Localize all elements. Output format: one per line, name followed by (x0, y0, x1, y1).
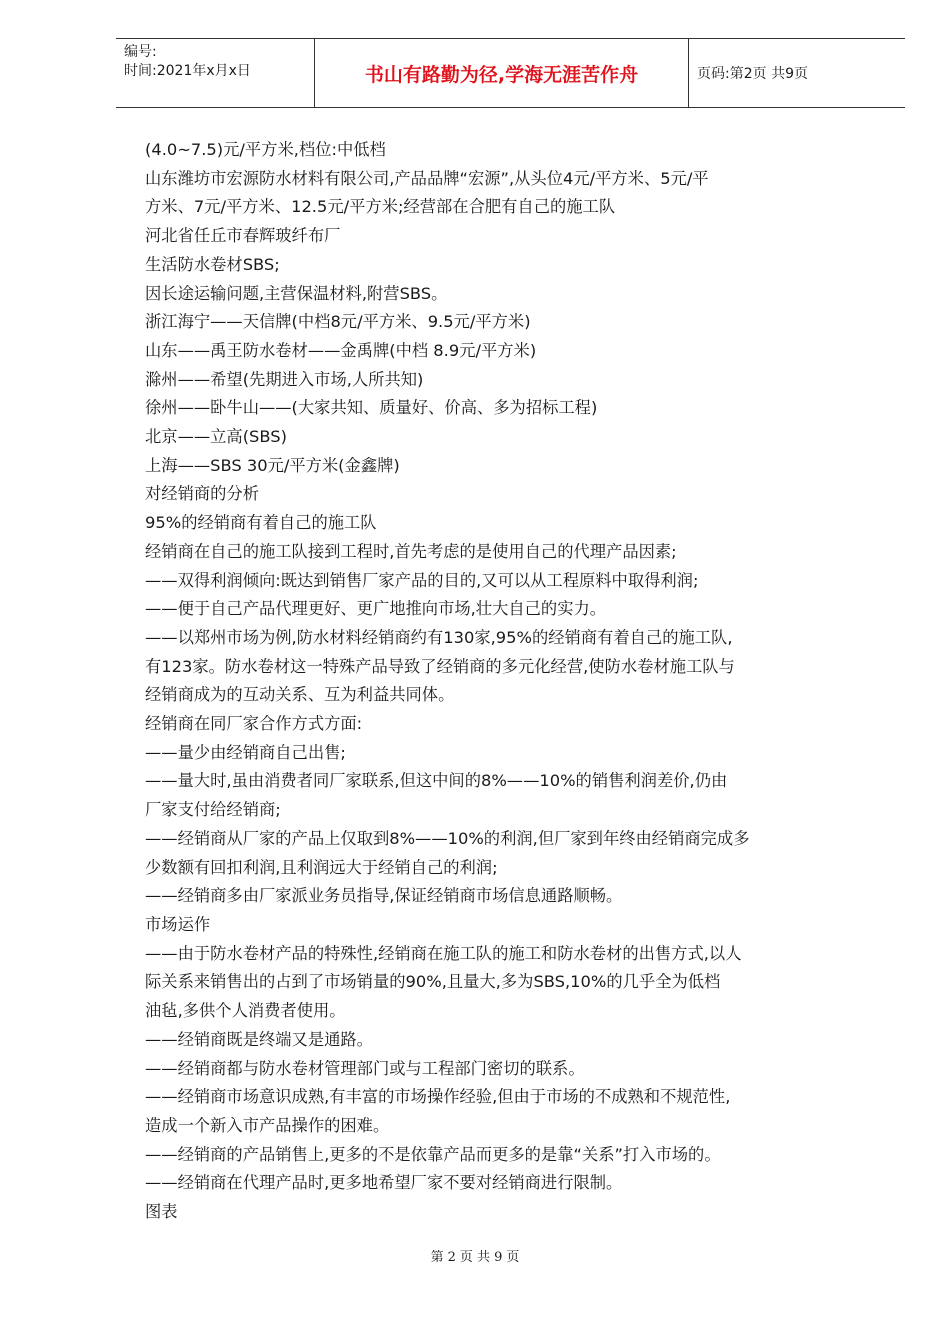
body-line: 经销商在自己的施工队接到工程时,首先考虑的是使用自己的代理产品因素; (145, 541, 677, 561)
footer-total-pages: 9 (494, 1250, 503, 1265)
header-motto: 书山有路勤为径,学海无涯苦作舟 (315, 39, 689, 107)
body-line: 方米、7元/平方米、12.5元/平方米;经营部在合肥有自己的施工队 (145, 197, 616, 217)
body-line: 市场运作 (145, 914, 211, 934)
body-line: 有123家。防水卷材这一特殊产品导致了经销商的多元化经营,使防水卷材施工队与 (145, 656, 735, 676)
body-line: 山东潍坊市宏源防水材料有限公司,产品品牌“宏源”,从头位4元/平方米、5元/平 (145, 168, 709, 188)
body-line: ——由于防水卷材产品的特殊性,经销商在施工队的施工和防水卷材的出售方式,以人 (145, 943, 742, 963)
body-line: 图表 (145, 1202, 178, 1222)
time-label: 时间:2021年x月x日 (124, 63, 251, 79)
body-line: ——经销商多由厂家派业务员指导,保证经销商市场信息通路顺畅。 (145, 886, 623, 906)
body-line: ——双得利润倾向:既达到销售厂家产品的目的,又可以从工程原料中取得利润; (145, 570, 699, 590)
body-line: ——便于自己产品代理更好、更广地推向市场,壮大自己的实力。 (145, 599, 607, 619)
body-line: ——以郑州市场为例,防水材料经销商约有130家,95%的经销商有着自己的施工队, (145, 627, 733, 647)
body-line: ——经销商既是终端又是通路。 (145, 1029, 373, 1049)
body-line: 95%的经销商有着自己的施工队 (145, 513, 377, 533)
body-line: ——经销商在代理产品时,更多地希望厂家不要对经销商进行限制。 (145, 1173, 623, 1193)
body-line: 浙江海宁——天信牌(中档8元/平方米、9.5元/平方米) (145, 312, 531, 332)
body-line: 经销商在同厂家合作方式方面: (145, 714, 363, 734)
body-line: ——量大时,虽由消费者同厂家联系,但这中间的8%——10%的销售利润差价,仍由 (145, 771, 728, 791)
body-line: ——经销商从厂家的产品上仅取到8%——10%的利润,但厂家到年终由经销商完成多 (145, 828, 750, 848)
page-header (116, 38, 905, 108)
body-line: 少数额有回扣利润,且利润远大于经销自己的利润; (145, 857, 498, 877)
body-line: 生活防水卷材SBS; (145, 254, 280, 274)
body-line: 厂家支付给经销商; (145, 800, 281, 820)
body-line: 上海——SBS 30元/平方米(金鑫牌) (145, 455, 400, 475)
body-line: 对经销商的分析 (145, 484, 259, 504)
body-line: 徐州——卧牛山——(大家共知、质量好、价高、多为招标工程) (145, 398, 598, 418)
body-line: ——经销商都与防水卷材管理部门或与工程部门密切的联系。 (145, 1058, 585, 1078)
body-line: 滁州——希望(先期进入市场,人所共知) (145, 369, 424, 389)
body-line: ——量少由经销商自己出售; (145, 742, 346, 762)
body-line: 北京——立高(SBS) (145, 427, 287, 447)
footer-prefix: 第 (430, 1250, 444, 1265)
header-meta-cell (116, 39, 315, 107)
document-body (145, 136, 885, 1227)
number-label: 编号: (124, 44, 157, 60)
footer-page-number: 2 (447, 1250, 456, 1265)
body-line: ——经销商的产品销售上,更多的不是依靠产品而更多的是靠“关系”打入市场的。 (145, 1144, 721, 1164)
body-line: 油毡,多供个人消费者使用。 (145, 1001, 346, 1021)
header-page-info: 页码:第2页 共9页 (697, 66, 808, 82)
body-line: 因长途运输问题,主营保温材料,附营SBS。 (145, 283, 448, 303)
page-footer (0, 1246, 950, 1265)
footer-suffix: 页 (506, 1250, 520, 1265)
body-line: 河北省任丘市春辉玻纤布厂 (145, 226, 341, 246)
body-line: 山东——禹王防水卷材——金禹牌(中档 8.9元/平方米) (145, 340, 537, 360)
body-line: 造成一个新入市产品操作的困难。 (145, 1115, 390, 1135)
body-line: 际关系来销售出的占到了市场销量的90%,且量大,多为SBS,10%的几乎全为低档 (145, 972, 721, 992)
body-line: (4.0~7.5)元/平方米,档位:中低档 (145, 140, 386, 159)
body-line: ——经销商市场意识成熟,有丰富的市场操作经验,但由于市场的不成熟和不规范性, (145, 1087, 731, 1107)
body-line: 经销商成为的互动关系、互为利益共同体。 (145, 685, 455, 705)
footer-mid: 页 共 (459, 1250, 491, 1265)
